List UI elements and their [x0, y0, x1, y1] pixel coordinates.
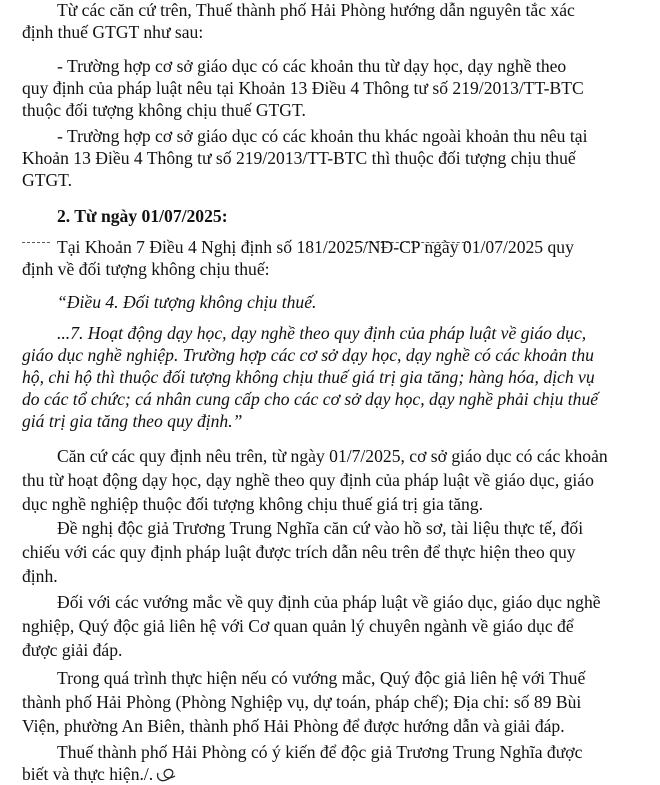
text-line [22, 345, 594, 366]
text-line [57, 668, 585, 689]
text-line [22, 616, 574, 637]
text-line-content: nghiệp, Quý độc giả liên hệ với Cơ quan quản lý chuyên ngành về giáo dục để [22, 616, 574, 636]
text-line [57, 56, 566, 77]
text-line [22, 640, 122, 661]
text-line-content: “Điều 4. Đối tượng không chịu thuế. [57, 292, 317, 312]
text-line-content: Đề nghị độc giả Trương Trung Nghĩa căn cứ vào hồ sơ, tài liệu thực tế, đối [57, 518, 584, 538]
text-line [22, 494, 483, 515]
text-line-content: thành phố Hải Phòng (Phòng Nghiệp vụ, dự toán, pháp chế); Địa chỉ: số 89 Bùi [22, 692, 582, 712]
text-line [22, 259, 270, 280]
text-line-content: giáo dục nghề nghiệp. Trường hợp các cơ sở dạy học, dạy nghề có các khoản thu [22, 345, 594, 365]
text-line-content: Đối với các vướng mắc về quy định của pháp luật về giáo dục, giáo dục nghề [57, 592, 601, 612]
text-line [57, 0, 575, 21]
text-line [22, 100, 306, 121]
text-line-content: hộ, chi hộ thì thuộc đối tượng không chịu thuế giá trị gia tăng; hàng hóa, dịch vụ [22, 367, 595, 387]
text-line [57, 292, 316, 313]
text-line [22, 470, 594, 491]
text-line-content: Thuế thành phố Hải Phòng có ý kiến để độc giả Trương Trung Nghĩa được [57, 742, 583, 762]
text-line-content: quy định của pháp luật nêu tại Khoản 13 Điều 4 Thông tư số 219/2013/TT-BTC [22, 78, 584, 98]
text-line [57, 206, 228, 227]
text-line [22, 716, 565, 737]
text-line [57, 742, 582, 763]
text-line [22, 692, 581, 713]
text-line-content: Tại Khoản 7 Điều 4 Nghị định số 181/2025/NĐ-CP ngày 01/07/2025 quy [57, 237, 574, 257]
text-line-content: thuộc đối tượng không chịu thuế GTGT. [22, 100, 306, 120]
text-line [22, 389, 598, 410]
text-line-content: Viện, phường An Biên, thành phố Hải Phòng để được hướng dẫn và giải đáp. [22, 716, 565, 736]
text-line-content: Căn cứ các quy định nêu trên, từ ngày 01/7/2025, cơ sở giáo dục có các khoản [57, 446, 608, 466]
text-line-content: GTGT. [22, 170, 72, 190]
text-line [57, 592, 601, 613]
text-line-content: chiếu với các quy định pháp luật được trích dẫn nêu trên để thực hiện theo quy [22, 542, 576, 562]
text-line-content: giá trị gia tăng theo quy định.” [22, 411, 243, 431]
text-line [22, 542, 576, 563]
dashed-rule-left [22, 242, 50, 243]
text-line-content: Từ các căn cứ trên, Thuế thành phố Hải Phòng hướng dẫn nguyên tắc xác [57, 0, 575, 20]
text-line-content: Trong quá trình thực hiện nếu có vướng mắc, Quý độc giả liên hệ với Thuế [57, 668, 586, 688]
text-line [22, 148, 576, 169]
text-line [57, 126, 587, 147]
text-line-content: biết và thực hiện./. [22, 764, 154, 784]
text-line-content: 2. Từ ngày 01/07/2025: [57, 206, 228, 226]
text-line-content: định. [22, 566, 58, 586]
text-line-content: định thuế GTGT như sau: [22, 22, 204, 42]
text-line [22, 367, 595, 388]
text-line-content: được giải đáp. [22, 640, 123, 660]
text-line-content: Khoản 13 Điều 4 Thông tư số 219/2013/TT-BTC thì thuộc đối tượng chịu thuế [22, 148, 576, 168]
initial-mark-icon [155, 767, 177, 783]
text-line-content: dục nghề nghiệp thuộc đối tượng không chịu thuế giá trị gia tăng. [22, 494, 484, 514]
text-line-content: do các tổ chức; cá nhân cung cấp cho các cơ sở dạy học, dạy nghề phải chịu thuế [22, 389, 599, 409]
text-line-content: - Trường hợp cơ sở giáo dục có các khoản thu khác ngoài khoản thu nêu tại [57, 126, 588, 146]
text-line-content: - Trường hợp cơ sở giáo dục có các khoản thu từ dạy học, dạy nghề theo [57, 56, 567, 76]
text-line [57, 446, 608, 467]
text-line [22, 411, 242, 432]
text-line [22, 566, 58, 587]
text-line-content: định về đối tượng không chịu thuế: [22, 259, 270, 279]
text-line-content: ...7. Hoạt động dạy học, dạy nghề theo quy định của pháp luật về giáo dục, [57, 323, 587, 343]
text-line [57, 237, 574, 258]
text-line [22, 22, 203, 43]
text-line [57, 323, 586, 344]
text-line [22, 170, 72, 191]
text-line [22, 764, 177, 785]
text-line [57, 518, 583, 539]
text-line-content: thu từ hoạt động dạy học, dạy nghề theo quy định của pháp luật về giáo dục, giáo [22, 470, 594, 490]
text-line [22, 78, 584, 99]
